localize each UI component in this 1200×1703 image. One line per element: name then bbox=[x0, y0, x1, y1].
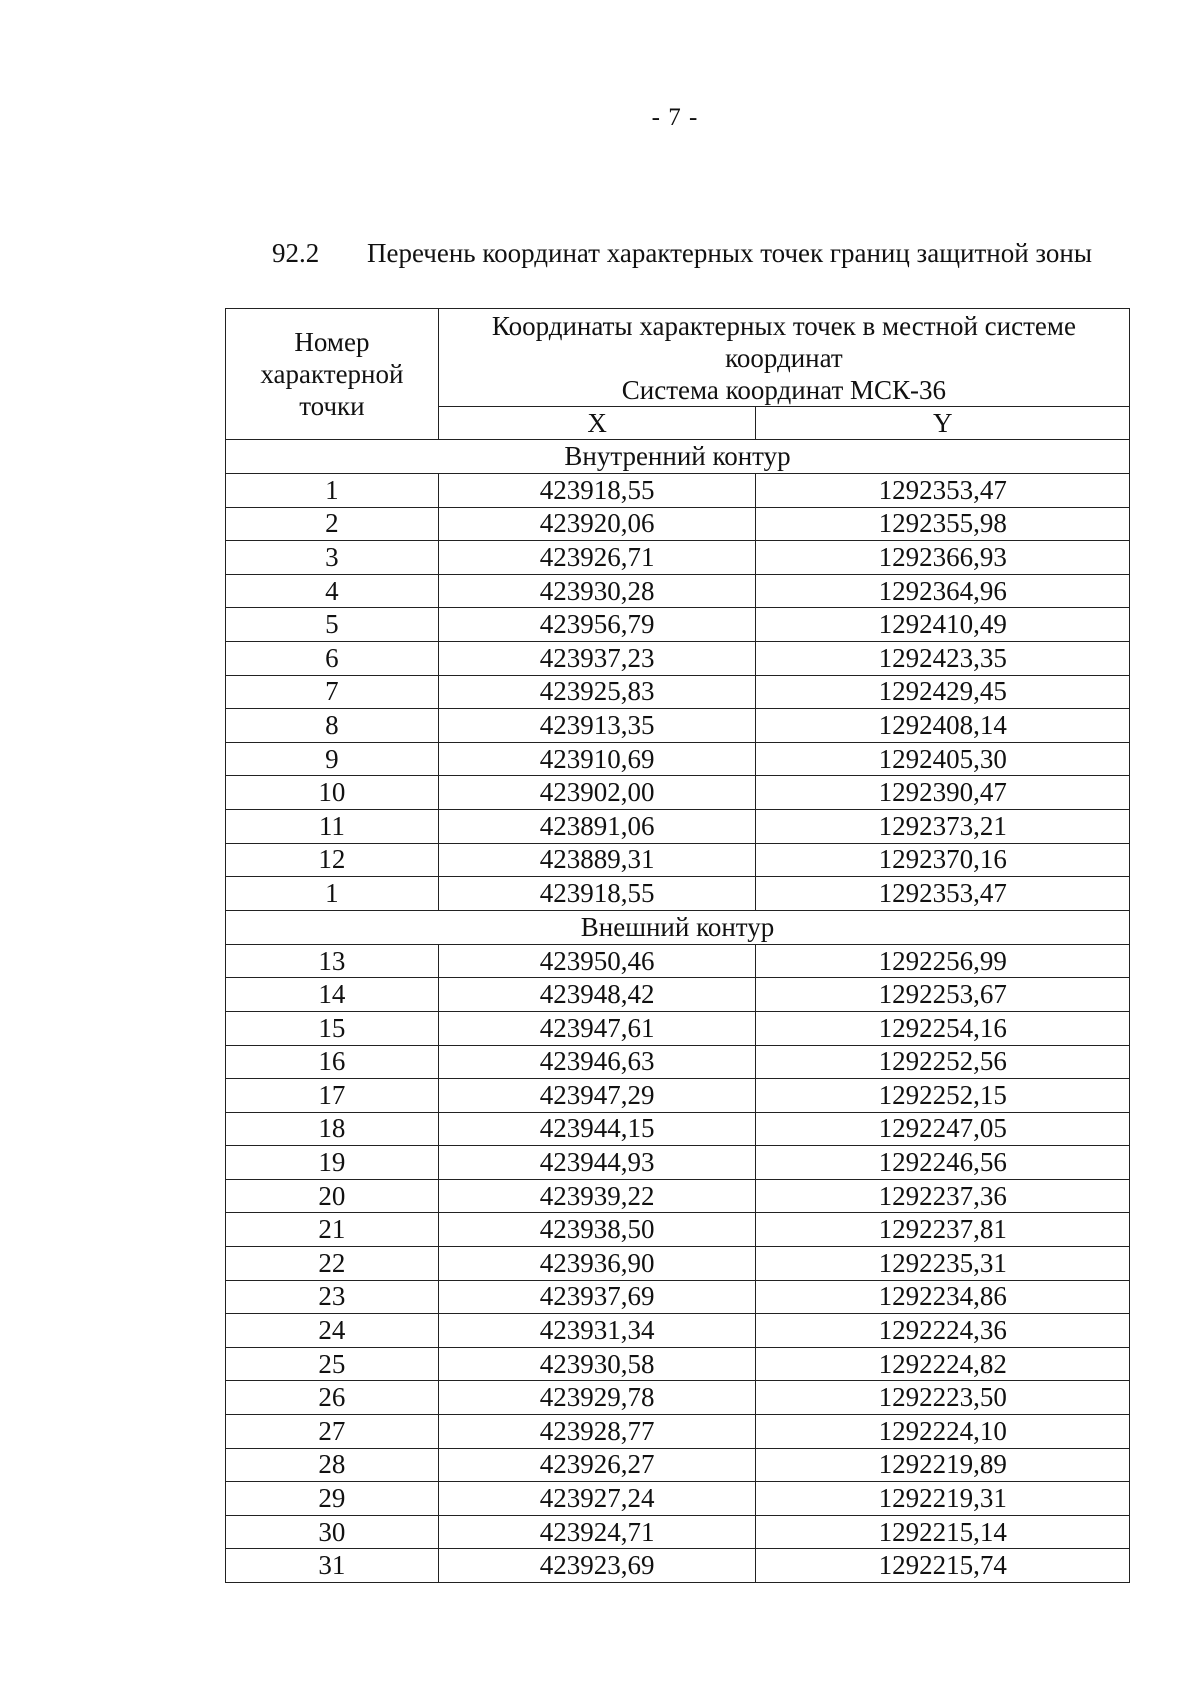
point-number-cell: 12 bbox=[226, 843, 439, 877]
x-coordinate-cell: 423902,00 bbox=[438, 776, 756, 810]
point-number-cell: 22 bbox=[226, 1247, 439, 1281]
y-coordinate-cell: 1292373,21 bbox=[756, 809, 1130, 843]
point-number-cell: 10 bbox=[226, 776, 439, 810]
y-coordinate-cell: 1292246,56 bbox=[756, 1146, 1130, 1180]
x-coordinate-cell: 423923,69 bbox=[438, 1549, 756, 1583]
point-number-cell: 18 bbox=[226, 1112, 439, 1146]
table-row bbox=[226, 843, 1130, 877]
point-number-cell: 16 bbox=[226, 1045, 439, 1079]
table-row bbox=[226, 809, 1130, 843]
x-coordinate-cell: 423931,34 bbox=[438, 1314, 756, 1348]
x-column-header: X bbox=[438, 407, 756, 440]
point-number-cell: 31 bbox=[226, 1549, 439, 1583]
y-coordinate-cell: 1292370,16 bbox=[756, 843, 1130, 877]
y-coordinate-cell: 1292215,74 bbox=[756, 1549, 1130, 1583]
x-coordinate-cell: 423913,35 bbox=[438, 709, 756, 743]
table-row bbox=[226, 1045, 1130, 1079]
coordinates-table bbox=[225, 308, 1130, 1583]
section-title: Внутренний контур bbox=[226, 440, 1130, 474]
x-coordinate-cell: 423937,69 bbox=[438, 1280, 756, 1314]
y-coordinate-cell: 1292224,82 bbox=[756, 1347, 1130, 1381]
section-title: Внешний контур bbox=[226, 910, 1130, 944]
x-coordinate-cell: 423936,90 bbox=[438, 1247, 756, 1281]
table-row bbox=[226, 1347, 1130, 1381]
x-coordinate-cell: 423889,31 bbox=[438, 843, 756, 877]
table-row bbox=[226, 1146, 1130, 1180]
y-coordinate-cell: 1292423,35 bbox=[756, 641, 1130, 675]
x-coordinate-cell: 423891,06 bbox=[438, 809, 756, 843]
point-number-header bbox=[226, 309, 439, 440]
x-coordinate-cell: 423927,24 bbox=[438, 1482, 756, 1516]
table-row bbox=[226, 675, 1130, 709]
point-number-cell: 25 bbox=[226, 1347, 439, 1381]
x-coordinate-cell: 423928,77 bbox=[438, 1415, 756, 1449]
y-coordinate-cell: 1292256,99 bbox=[756, 944, 1130, 978]
table-row bbox=[226, 1448, 1130, 1482]
y-coordinate-cell: 1292223,50 bbox=[756, 1381, 1130, 1415]
coordinates-header-line: Координаты характерных точек в местной системе bbox=[491, 310, 1076, 341]
point-number-cell: 29 bbox=[226, 1482, 439, 1516]
point-number-cell: 17 bbox=[226, 1079, 439, 1113]
point-number-cell: 27 bbox=[226, 1415, 439, 1449]
y-coordinate-cell: 1292410,49 bbox=[756, 608, 1130, 642]
point-number-cell: 30 bbox=[226, 1515, 439, 1549]
x-coordinate-cell: 423930,58 bbox=[438, 1347, 756, 1381]
y-coordinate-cell: 1292252,15 bbox=[756, 1079, 1130, 1113]
table-row bbox=[226, 1112, 1130, 1146]
x-coordinate-cell: 423929,78 bbox=[438, 1381, 756, 1415]
table-row bbox=[226, 1515, 1130, 1549]
section-row bbox=[226, 440, 1130, 474]
y-coordinate-cell: 1292215,14 bbox=[756, 1515, 1130, 1549]
y-coordinate-cell: 1292429,45 bbox=[756, 675, 1130, 709]
y-coordinate-cell: 1292237,36 bbox=[756, 1179, 1130, 1213]
y-coordinate-cell: 1292390,47 bbox=[756, 776, 1130, 810]
table-row bbox=[226, 1247, 1130, 1281]
point-number-cell: 21 bbox=[226, 1213, 439, 1247]
y-coordinate-cell: 1292253,67 bbox=[756, 978, 1130, 1012]
section-title: Перечень координат характерных точек границ защитной зоны bbox=[367, 238, 1092, 268]
table-row bbox=[226, 1549, 1130, 1583]
point-number-cell: 3 bbox=[226, 541, 439, 575]
x-coordinate-cell: 423956,79 bbox=[438, 608, 756, 642]
y-coordinate-cell: 1292408,14 bbox=[756, 709, 1130, 743]
x-coordinate-cell: 423944,93 bbox=[438, 1146, 756, 1180]
point-number-cell: 7 bbox=[226, 675, 439, 709]
table-row bbox=[226, 709, 1130, 743]
table-row bbox=[226, 1213, 1130, 1247]
x-coordinate-cell: 423947,29 bbox=[438, 1079, 756, 1113]
y-coordinate-cell: 1292405,30 bbox=[756, 742, 1130, 776]
x-coordinate-cell: 423930,28 bbox=[438, 574, 756, 608]
y-coordinate-cell: 1292366,93 bbox=[756, 541, 1130, 575]
table-row bbox=[226, 541, 1130, 575]
x-coordinate-cell: 423926,71 bbox=[438, 541, 756, 575]
y-coordinate-cell: 1292353,47 bbox=[756, 474, 1130, 508]
x-coordinate-cell: 423946,63 bbox=[438, 1045, 756, 1079]
x-coordinate-cell: 423948,42 bbox=[438, 978, 756, 1012]
table-row bbox=[226, 1280, 1130, 1314]
table-row bbox=[226, 1482, 1130, 1516]
y-coordinate-cell: 1292252,56 bbox=[756, 1045, 1130, 1079]
section-heading bbox=[272, 238, 1092, 269]
coordinates-header-line: Система координат МСК-36 bbox=[621, 374, 947, 405]
x-coordinate-cell: 423920,06 bbox=[438, 507, 756, 541]
table-row bbox=[226, 608, 1130, 642]
table-row bbox=[226, 978, 1130, 1012]
point-number-cell: 5 bbox=[226, 608, 439, 642]
x-coordinate-cell: 423918,55 bbox=[438, 474, 756, 508]
table-row bbox=[226, 474, 1130, 508]
y-coordinate-cell: 1292254,16 bbox=[756, 1011, 1130, 1045]
table-row bbox=[226, 944, 1130, 978]
page-number: - 7 - bbox=[651, 104, 699, 131]
point-number-cell: 24 bbox=[226, 1314, 439, 1348]
x-coordinate-cell: 423925,83 bbox=[438, 675, 756, 709]
point-number-cell: 23 bbox=[226, 1280, 439, 1314]
point-number-header-line: точки bbox=[299, 391, 365, 421]
y-coordinate-cell: 1292219,31 bbox=[756, 1482, 1130, 1516]
table-row bbox=[226, 641, 1130, 675]
x-coordinate-cell: 423950,46 bbox=[438, 944, 756, 978]
point-number-cell: 28 bbox=[226, 1448, 439, 1482]
table-row bbox=[226, 1011, 1130, 1045]
point-number-cell: 9 bbox=[226, 742, 439, 776]
y-coordinate-cell: 1292224,10 bbox=[756, 1415, 1130, 1449]
table-row bbox=[226, 776, 1130, 810]
table-row bbox=[226, 1179, 1130, 1213]
point-number-cell: 2 bbox=[226, 507, 439, 541]
table-row bbox=[226, 1415, 1130, 1449]
x-coordinate-cell: 423937,23 bbox=[438, 641, 756, 675]
table-body bbox=[226, 440, 1130, 1583]
coordinates-header-line: координат bbox=[725, 342, 843, 373]
x-coordinate-cell: 423910,69 bbox=[438, 742, 756, 776]
y-coordinate-cell: 1292355,98 bbox=[756, 507, 1130, 541]
y-coordinate-cell: 1292237,81 bbox=[756, 1213, 1130, 1247]
point-number-header-line: Номер bbox=[294, 327, 370, 357]
y-coordinate-cell: 1292235,31 bbox=[756, 1247, 1130, 1281]
x-coordinate-cell: 423938,50 bbox=[438, 1213, 756, 1247]
section-row bbox=[226, 910, 1130, 944]
coordinates-header bbox=[438, 309, 1129, 407]
x-coordinate-cell: 423944,15 bbox=[438, 1112, 756, 1146]
x-coordinate-cell: 423918,55 bbox=[438, 877, 756, 911]
x-coordinate-cell: 423947,61 bbox=[438, 1011, 756, 1045]
point-number-cell: 15 bbox=[226, 1011, 439, 1045]
y-coordinate-cell: 1292247,05 bbox=[756, 1112, 1130, 1146]
point-number-cell: 6 bbox=[226, 641, 439, 675]
y-coordinate-cell: 1292353,47 bbox=[756, 877, 1130, 911]
point-number-cell: 11 bbox=[226, 809, 439, 843]
point-number-cell: 13 bbox=[226, 944, 439, 978]
table-row bbox=[226, 742, 1130, 776]
y-coordinate-cell: 1292224,36 bbox=[756, 1314, 1130, 1348]
x-coordinate-cell: 423924,71 bbox=[438, 1515, 756, 1549]
table-row bbox=[226, 877, 1130, 911]
point-number-cell: 8 bbox=[226, 709, 439, 743]
point-number-cell: 20 bbox=[226, 1179, 439, 1213]
y-coordinate-cell: 1292219,89 bbox=[756, 1448, 1130, 1482]
section-number: 92.2 bbox=[272, 238, 320, 268]
y-coordinate-cell: 1292234,86 bbox=[756, 1280, 1130, 1314]
point-number-cell: 26 bbox=[226, 1381, 439, 1415]
x-coordinate-cell: 423926,27 bbox=[438, 1448, 756, 1482]
point-number-cell: 1 bbox=[226, 877, 439, 911]
table-row bbox=[226, 574, 1130, 608]
table-row bbox=[226, 507, 1130, 541]
y-column-header: Y bbox=[756, 407, 1130, 440]
point-number-cell: 4 bbox=[226, 574, 439, 608]
point-number-header-line: характерной bbox=[260, 359, 404, 389]
x-coordinate-cell: 423939,22 bbox=[438, 1179, 756, 1213]
point-number-cell: 1 bbox=[226, 474, 439, 508]
y-coordinate-cell: 1292364,96 bbox=[756, 574, 1130, 608]
point-number-cell: 14 bbox=[226, 978, 439, 1012]
table-row bbox=[226, 1079, 1130, 1113]
table-row bbox=[226, 1381, 1130, 1415]
point-number-cell: 19 bbox=[226, 1146, 439, 1180]
table-row bbox=[226, 1314, 1130, 1348]
